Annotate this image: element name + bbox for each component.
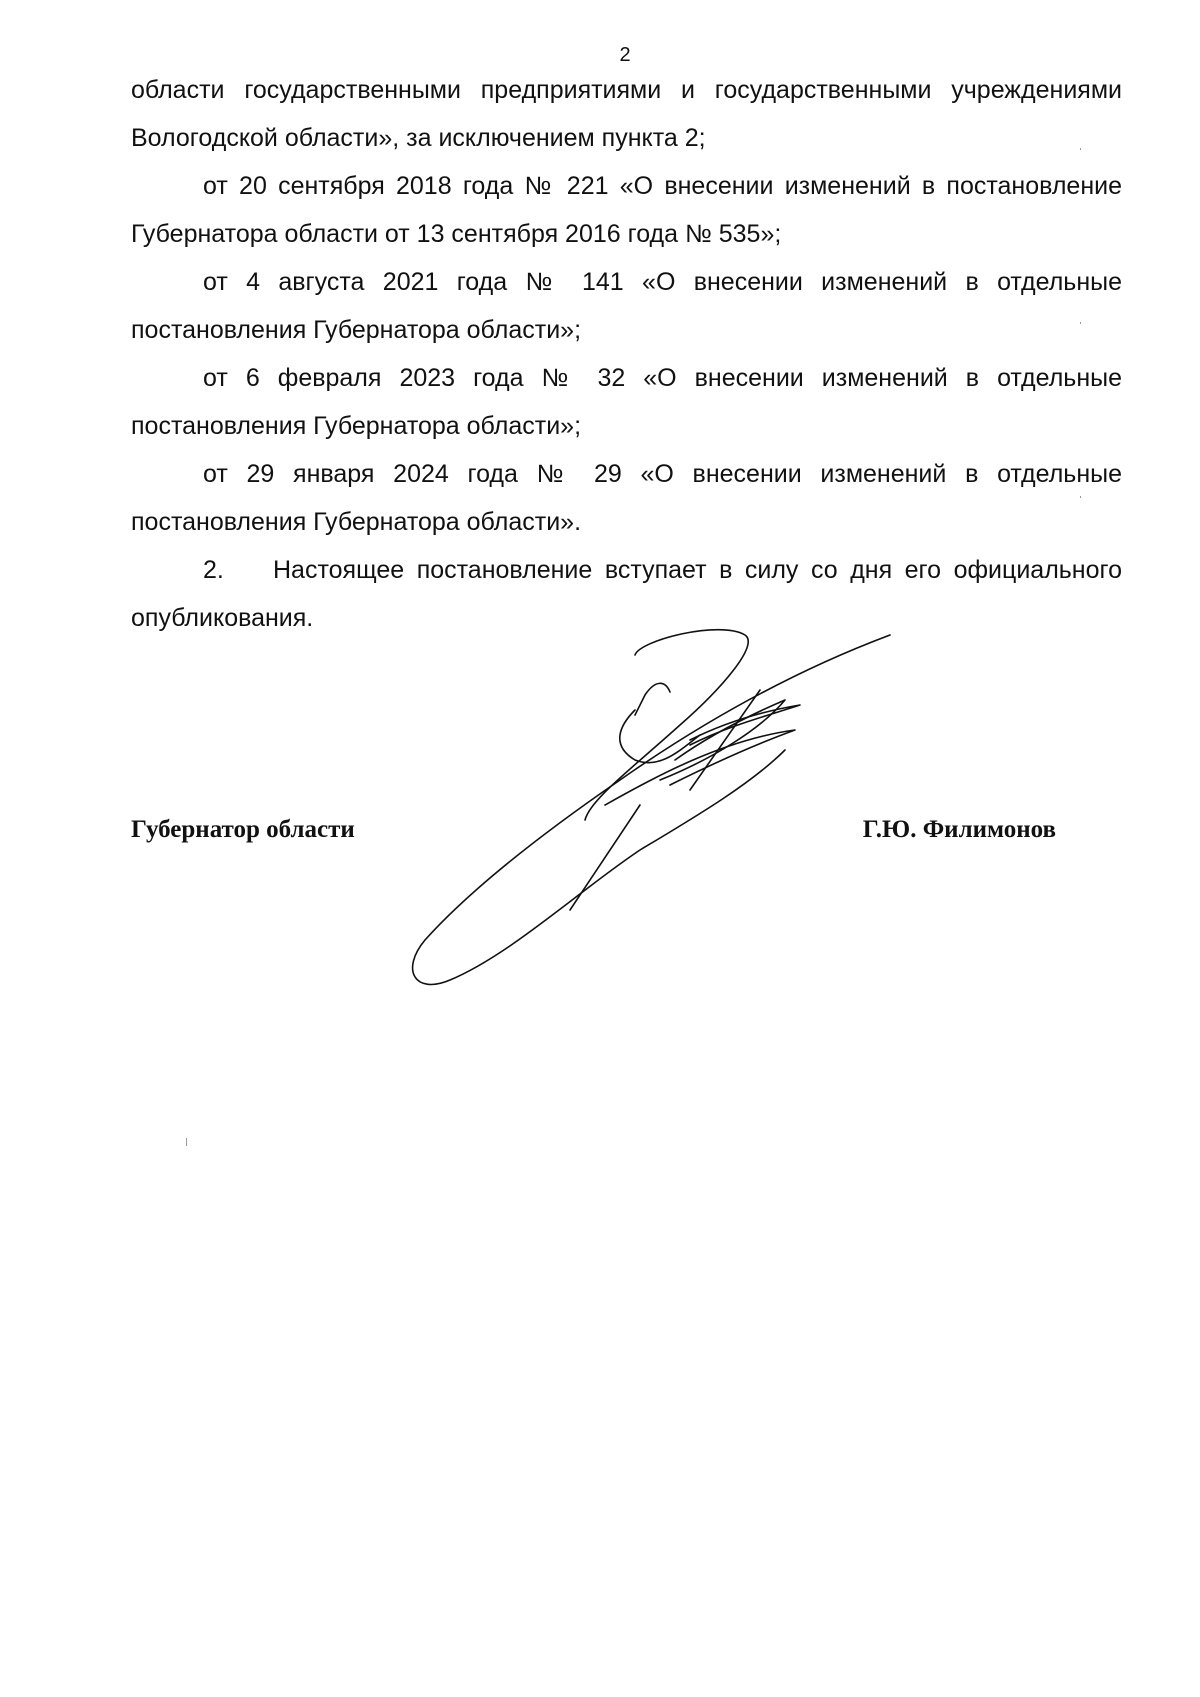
handwritten-signature xyxy=(390,620,950,990)
page-number: 2 xyxy=(619,44,631,66)
item-number: 2. xyxy=(203,556,224,584)
item-text: Настоящее постановление вступает в силу со дня его официального опубликования. xyxy=(131,556,1122,632)
document-body xyxy=(131,66,1122,642)
scan-speck xyxy=(1080,496,1081,498)
scan-speck xyxy=(1080,148,1081,150)
signatory-name: Г.Ю. Филимонов xyxy=(862,816,1056,843)
paragraph-amendment-2023: от 6 февраля 2023 года № 32 «О внесении изменений в отдельные постановления Губернатора области»; xyxy=(131,364,1122,440)
paragraph-continuation: области государственными предприятиями и государственными учреждениями Вологодской области», за исключением пункта 2; xyxy=(131,76,1122,152)
scan-speck xyxy=(186,1138,187,1146)
paragraph-amendment-2021: от 4 августа 2021 года № 141 «О внесении изменений в отдельные постановления Губернатора области»; xyxy=(131,268,1122,344)
paragraph-amendment-2018: от 20 сентября 2018 года № 221 «О внесении изменений в постановление Губернатора области от 13 сентября 2016 года № 535»; xyxy=(131,172,1122,248)
signatory-position: Губернатор области xyxy=(131,816,355,843)
paragraph-amendment-2024: от 29 января 2024 года № 29 «О внесении изменений в отдельные постановления Губернатора области». xyxy=(131,460,1122,536)
scan-speck xyxy=(1080,322,1081,324)
signature-block xyxy=(131,816,1056,844)
